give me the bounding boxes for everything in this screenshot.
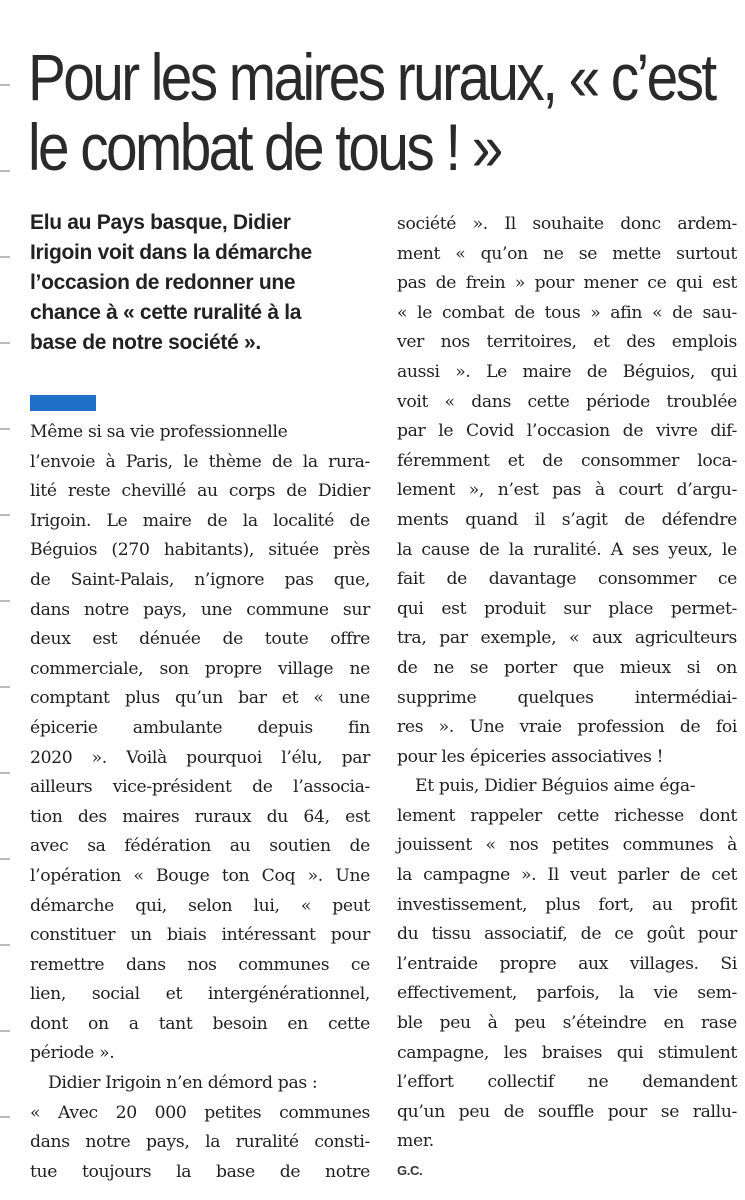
headline — [28, 40, 715, 184]
text-line: investissement, plus fort, au profit — [397, 894, 737, 915]
text-line: la cause de la ruralité. A ses yeux, le — [397, 539, 737, 560]
text-line: effectivement, parfois, la vie sem- — [397, 983, 737, 1004]
text-line: période ». — [30, 1043, 115, 1064]
text-line: l’effort collectif ne demandent — [397, 1072, 737, 1093]
text-line: res ». Une vraie profession de foi — [397, 717, 737, 738]
section-accent-bar — [30, 395, 96, 411]
text-line: ble peu à peu s’éteindre en rase — [397, 1013, 737, 1034]
text-line: deux est dénuée de toute offre — [30, 629, 370, 650]
text-line: tion des maires ruraux du 64, est — [30, 806, 370, 827]
text-line: Même si sa vie professionnelle — [30, 422, 288, 442]
paragraph-2-continued — [397, 210, 737, 772]
text-line: par le Covid l’occasion de vivre dif- — [397, 421, 737, 442]
text-line: la campagne ». Il veut parler de cet — [397, 865, 737, 886]
text-line: pas de frein » pour mener ce qui est — [397, 273, 737, 294]
text-line: ailleurs vice-président de l’associa- — [30, 777, 370, 798]
text-line: ment « qu’on ne se mette surtout — [397, 243, 737, 264]
text-line: tue toujours la base de notre — [30, 1161, 370, 1182]
text-line: dont on a tant besoin en cette — [30, 1013, 370, 1034]
text-line: Irigoin. Le maire de la localité de — [30, 510, 370, 531]
text-line: pour les épiceries associatives ! — [397, 746, 664, 767]
text-line: l’entraide propre aux villages. Si — [397, 953, 737, 974]
text-line: lité reste chevillé au corps de Didier — [30, 481, 370, 502]
text-line: lien, social et intergénérationnel, — [30, 984, 370, 1005]
text-line: campagne, les braises qui stimulent — [397, 1042, 737, 1063]
text-line: du tissu associatif, de ce goût pour — [397, 924, 737, 945]
text-line: lement rappeler cette richesse dont — [397, 805, 737, 826]
text-line: tra, par exemple, « aux agriculteurs — [397, 628, 737, 649]
article-column-right — [397, 210, 737, 1181]
text-line: supprime quelques intermédiai- — [397, 687, 737, 708]
text-line: aussi ». Le maire de Béguios, qui — [397, 361, 737, 382]
text-line: lement », n’est pas à court d’argu- — [397, 480, 737, 501]
text-line: fait de davantage consommer ce — [397, 569, 737, 590]
text-line: de ne se porter que mieux si on — [397, 657, 737, 678]
text-line: épicerie ambulante depuis fin — [30, 717, 370, 738]
standfirst — [30, 208, 375, 358]
standfirst-line: chance à « cette ruralité à la — [30, 301, 302, 324]
text-line: dans notre pays, une commune sur — [30, 599, 370, 620]
text-line: féremment et de consommer loca- — [397, 450, 737, 471]
text-line: dans notre pays, la ruralité consti- — [30, 1132, 370, 1153]
text-line: de Saint-Palais, n’ignore pas que, — [30, 569, 370, 590]
text-line: Et puis, Didier Béguios aime éga- — [415, 776, 696, 797]
standfirst-line: Irigoin voit dans la démarche — [30, 241, 312, 264]
text-line: « le combat de tous » afin « de sau- — [397, 302, 737, 323]
standfirst-line: l’occasion de redonner une — [30, 271, 296, 294]
article-column-left — [30, 418, 370, 1187]
text-line: remettre dans nos communes ce — [30, 954, 370, 975]
headline-line-1: Pour les maires ruraux, « c’est — [28, 40, 715, 114]
standfirst-line: base de notre société ». — [30, 331, 261, 354]
standfirst-line: Elu au Pays basque, Didier — [30, 211, 291, 234]
paragraph-1 — [30, 418, 370, 1069]
page-margin-marks — [0, 0, 10, 1200]
text-line: ments quand il s’agit de défendre — [397, 509, 737, 530]
paragraph-3 — [397, 772, 737, 1157]
text-line: Didier Irigoin n’en démord pas : — [48, 1073, 318, 1094]
text-line: voit « dans cette période troublée — [397, 391, 737, 412]
text-line: société ». Il souhaite donc ardem- — [397, 214, 737, 234]
text-line: mer. — [397, 1131, 434, 1152]
text-line: avec sa fédération au soutien de — [30, 836, 370, 857]
paragraph-2 — [30, 1069, 370, 1187]
text-line: Béguios (270 habitants), située près — [30, 540, 370, 561]
text-line: commerciale, son propre village ne — [30, 658, 370, 679]
author-signature: G.C. — [397, 1163, 423, 1178]
text-line: l’envoie à Paris, le thème de la rura- — [30, 451, 370, 472]
text-line: « Avec 20 000 petites communes — [30, 1102, 370, 1123]
text-line: constituer un biais intéressant pour — [30, 925, 370, 946]
text-line: démarche qui, selon lui, « peut — [30, 895, 370, 916]
text-line: jouissent « nos petites communes à — [397, 835, 737, 856]
text-line: 2020 ». Voilà pourquoi l’élu, par — [30, 747, 370, 768]
text-line: qu’un peu de souffle pour se rallu- — [397, 1101, 737, 1122]
headline-line-2: le combat de tous ! » — [28, 110, 501, 184]
text-line: qui est produit sur place permet- — [397, 598, 737, 619]
text-line: ver nos territoires, et des emplois — [397, 332, 737, 353]
text-line: comptant plus qu’un bar et « une — [30, 688, 370, 709]
text-line: l’opération « Bouge ton Coq ». Une — [30, 865, 370, 886]
